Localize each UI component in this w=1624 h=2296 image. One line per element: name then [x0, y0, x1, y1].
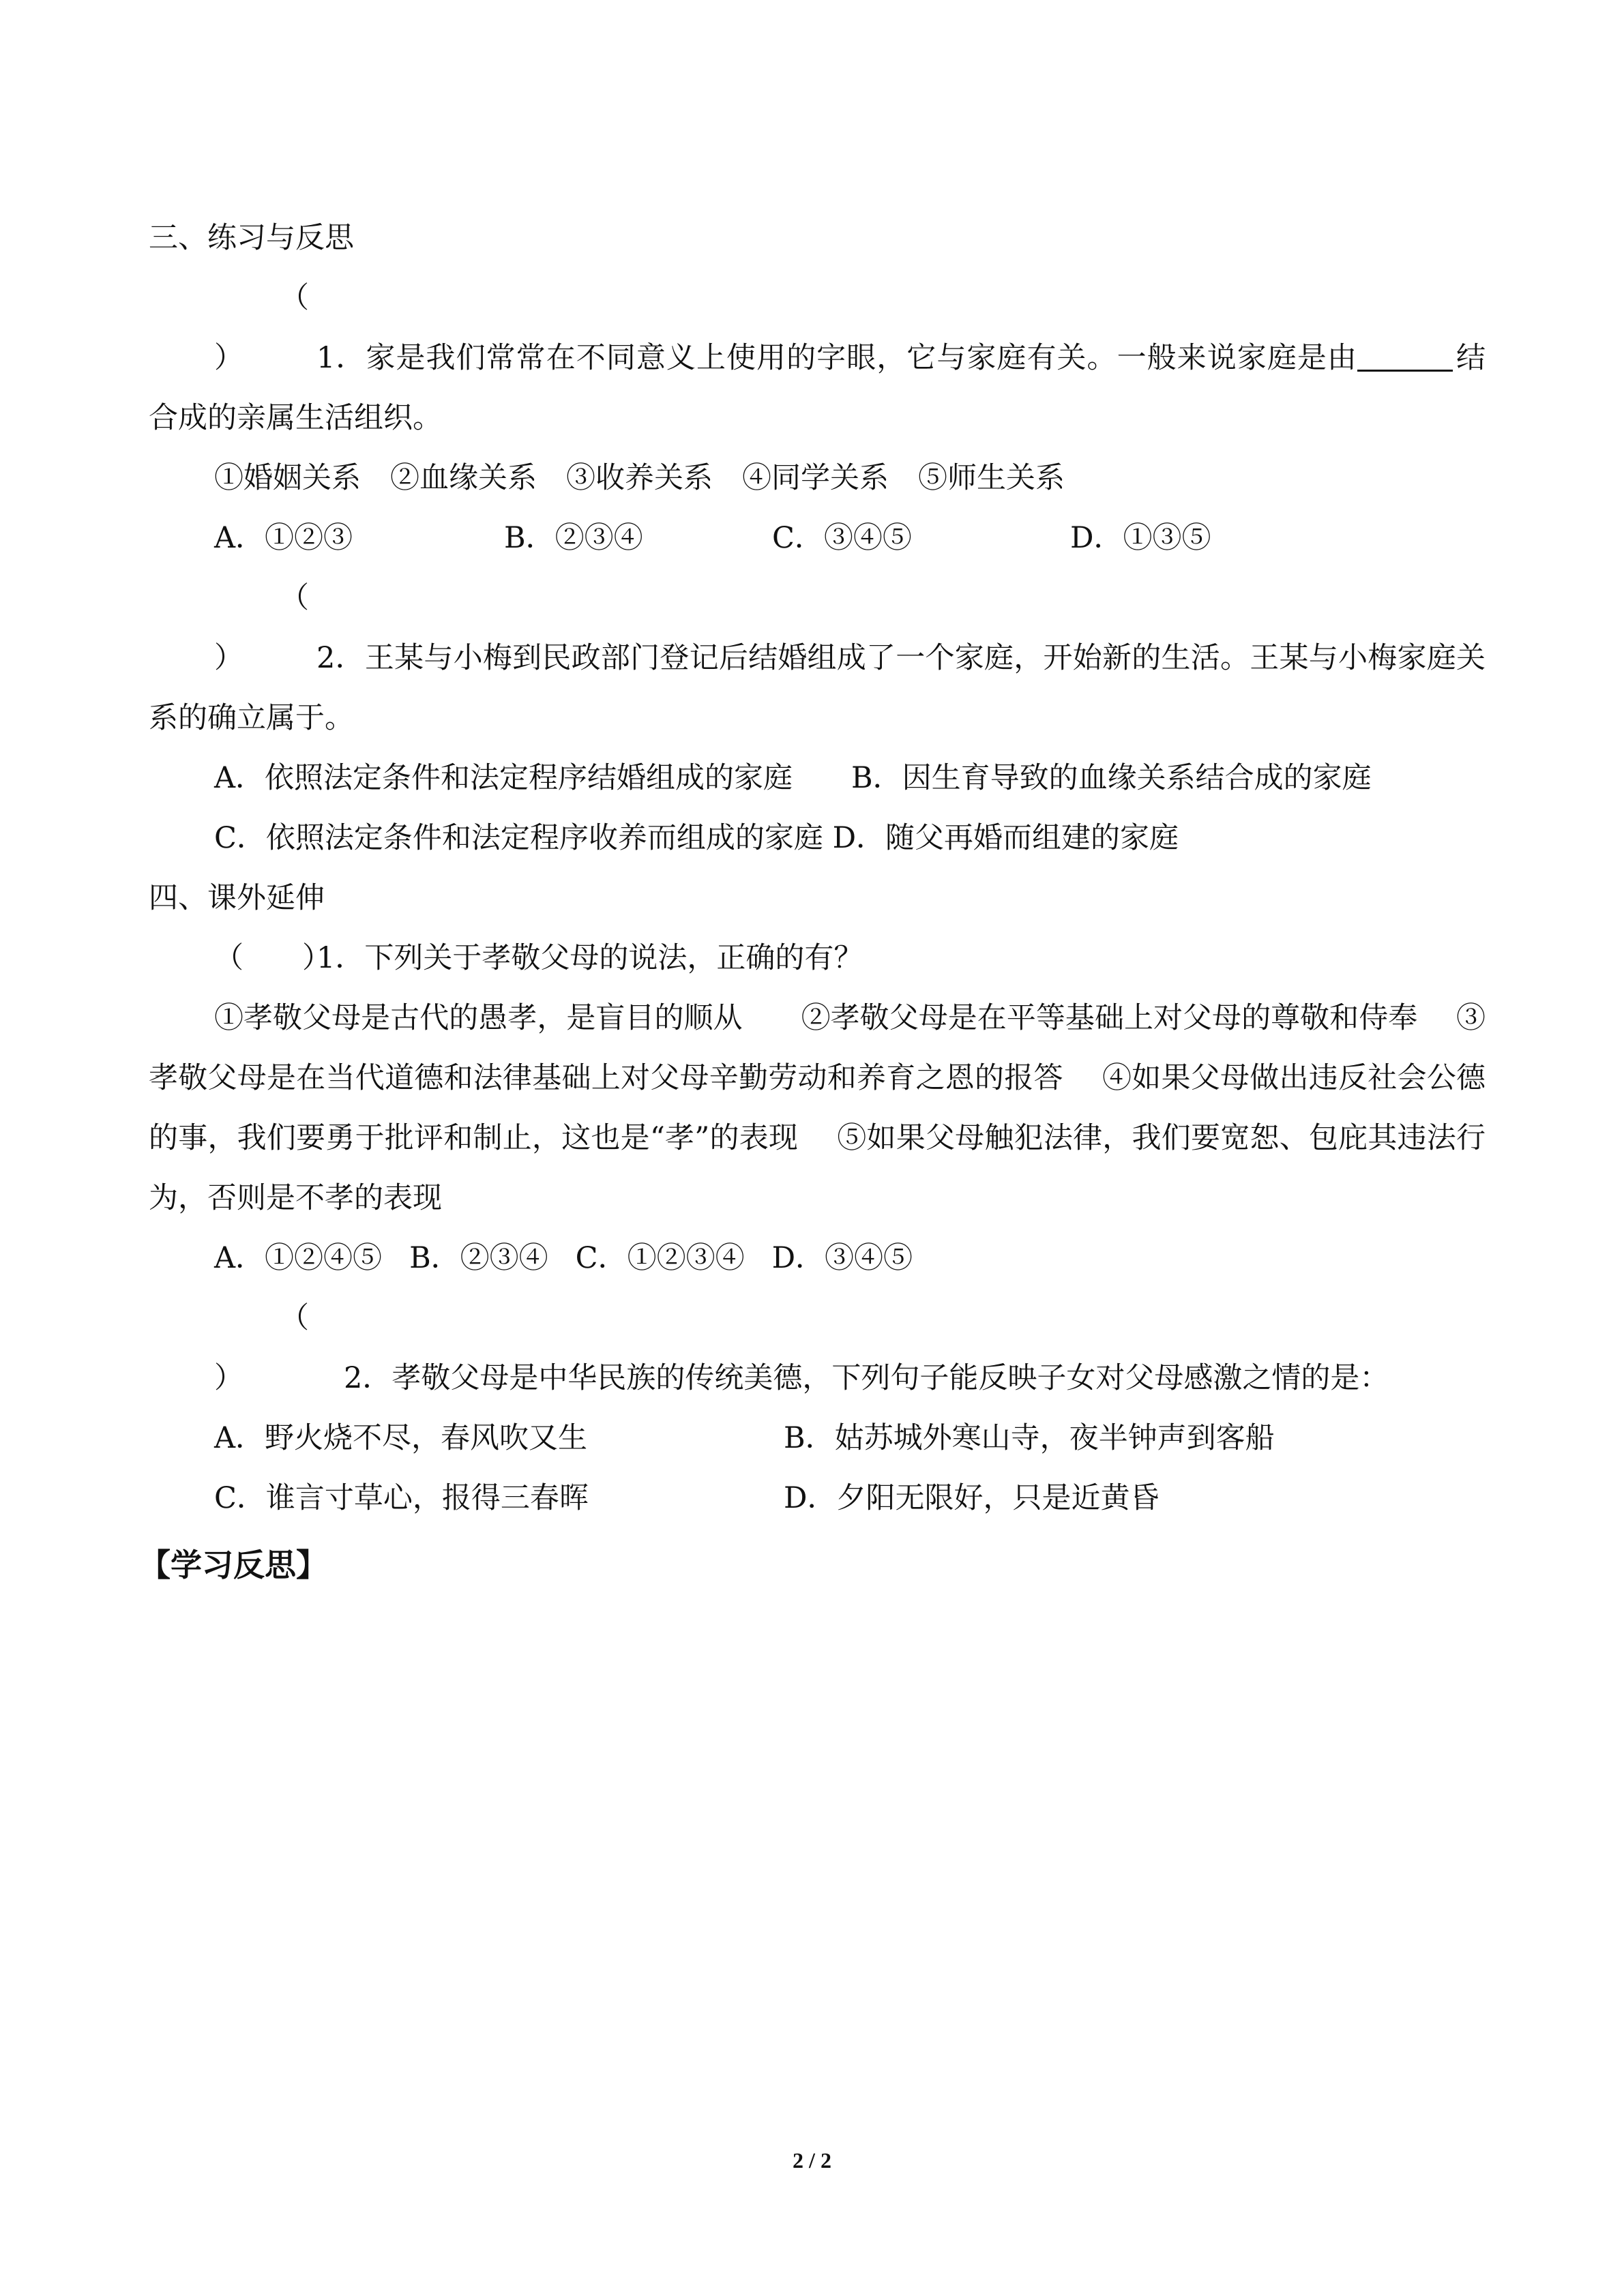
- option-d: D．夕阳无限好，只是近黄昏: [784, 1481, 1160, 1515]
- section-3-heading: 三、练习与反思: [149, 221, 354, 255]
- s4-q1-stem: [149, 928, 1486, 988]
- s4-q1-stem-text: 1．下列关于孝敬父母的说法，正确的有？: [316, 941, 863, 975]
- answer-paren[interactable]: （ ）: [214, 941, 331, 975]
- option-c: C．谁言寸草心，报得三春晖: [214, 1481, 589, 1515]
- fill-blank[interactable]: [1357, 342, 1453, 372]
- option-b: B．②③④: [504, 521, 643, 555]
- s4-q2-stem-text: 2．孝敬父母是中华民族的传统美德，下列句子能反映子女对父母感激之情的是：: [344, 1361, 1389, 1395]
- s3-q2-options-ab: A．依照法定条件和法定程序结婚组成的家庭 B．因生育导致的血缘关系结合成的家庭: [214, 761, 1372, 795]
- option-a: A．野火烧不尽，春风吹又生: [214, 1421, 588, 1455]
- s4-q1-options: [149, 1228, 1486, 1288]
- option-a: A．①②④⑤: [214, 1241, 383, 1275]
- option-a: A．①②③: [214, 521, 353, 555]
- option-c: C．③④⑤: [772, 521, 912, 555]
- option-b: B．姑苏城外寒山寺，夜半钟声到客船: [784, 1421, 1275, 1455]
- s3-q1-options: [149, 508, 1486, 568]
- s3-q1-stem-a: 1．家是我们常常在不同意义上使用的字眼，它与家庭有关。一般来说家庭是由: [316, 341, 1357, 375]
- answer-paren[interactable]: （ ）: [214, 1301, 397, 1395]
- s3-q2-stem: [149, 568, 1486, 748]
- section-4-heading: 四、课外延伸: [149, 881, 325, 915]
- s4-q1-items: ①孝敬父母是古代的愚孝，是盲目的顺从 ②孝敬父母是在平等基础上对父母的尊敬和侍奉 ③孝敬父母是在当代道德和法律基础上对父母辛勤劳动和养育之恩的报答 ④如果父母做出违反社会公德的事，我们要勇于批评和制止，这也是“孝”的表现 ⑤如果父母触犯法律，我们要宽恕、包庇其违法行为，否则是不孝的表现: [149, 1001, 1486, 1215]
- s4-q2-options-cd: [149, 1468, 1486, 1528]
- option-c: C．①②③④: [575, 1241, 745, 1275]
- s4-q2-options-ab: [149, 1408, 1486, 1468]
- document-body: [139, 208, 1486, 1595]
- answer-paren[interactable]: （ ）: [214, 281, 368, 375]
- option-d: D．③④⑤: [771, 1241, 913, 1275]
- s3-q1-items: ①婚姻关系 ②血缘关系 ③收养关系 ④同学关系 ⑤师生关系: [214, 461, 1065, 495]
- answer-paren[interactable]: （ ）: [214, 581, 368, 675]
- s3-q2-options-cd: C．依照法定条件和法定程序收养而组成的家庭 D．随父再婚而组建的家庭: [214, 821, 1179, 855]
- option-d: D．①③⑤: [1070, 521, 1211, 555]
- option-b: B．②③④: [409, 1241, 548, 1275]
- reflection-heading: 【学习反思】: [139, 1547, 327, 1583]
- page-number: 2 / 2: [793, 2148, 831, 2173]
- s3-q2-stem-text: 2．王某与小梅到民政部门登记后结婚组成了一个家庭，开始新的生活。王某与小梅家庭关系的确立属于。: [149, 641, 1486, 735]
- s3-q1-stem-b: 结合成的亲属生活组织。: [149, 341, 1486, 435]
- s4-q2-stem: [149, 1288, 1486, 1408]
- s3-q1-stem: [149, 268, 1486, 448]
